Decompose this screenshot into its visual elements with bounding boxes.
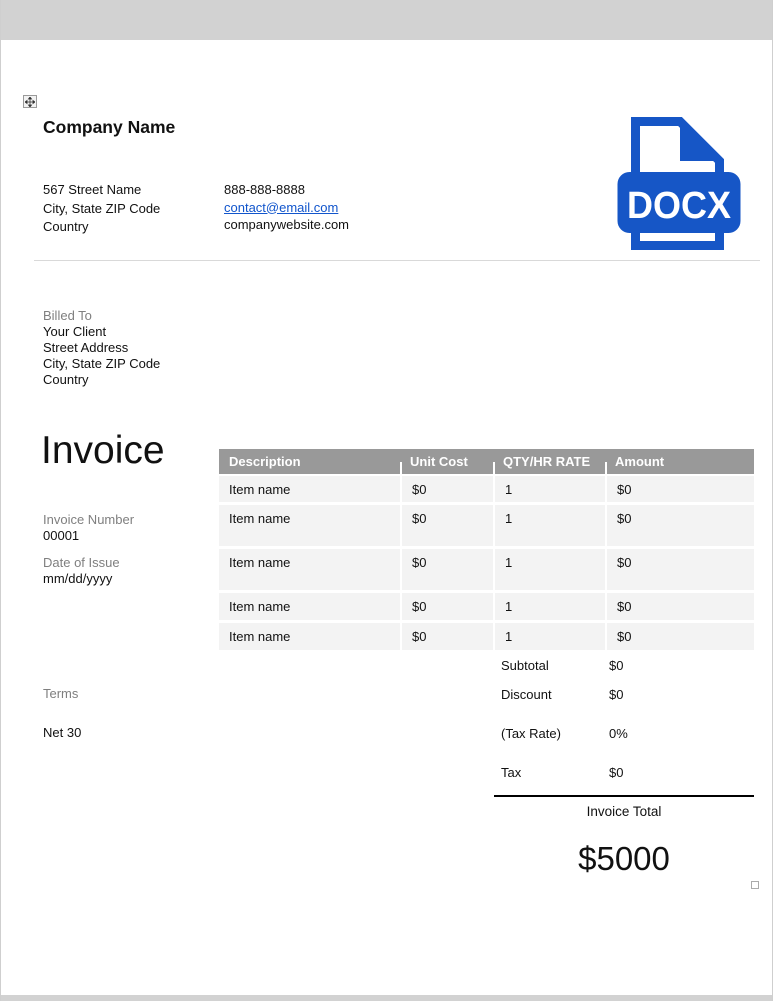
tax-rate-label: (Tax Rate) — [501, 726, 561, 741]
column-header-qty: QTY/HR RATE — [493, 449, 605, 474]
table-row — [219, 549, 754, 590]
invoice-total-rule — [494, 795, 754, 797]
cell-description: Item name — [229, 555, 291, 570]
cell-amount: $0 — [605, 476, 754, 502]
cell-description: Item name — [229, 599, 291, 614]
billed-to-line: Street Address — [43, 340, 129, 355]
date-of-issue-label: Date of Issue — [43, 555, 120, 570]
cell-unit-cost: $0 — [400, 505, 493, 546]
company-website: companywebsite.com — [224, 217, 349, 232]
column-header-unit-cost: Unit Cost — [400, 449, 493, 474]
top-margin-bar — [1, 0, 772, 40]
cell-qty: 1 — [493, 593, 605, 620]
column-header-description: Description — [229, 454, 301, 469]
cell-unit-cost: $0 — [400, 549, 493, 590]
cell-description: Item name — [229, 511, 291, 526]
table-row — [219, 505, 754, 546]
invoice-total-label: Invoice Total — [586, 804, 662, 819]
invoice-number-block — [43, 512, 134, 544]
cell-qty: 1 — [493, 623, 605, 650]
subtotal-label: Subtotal — [501, 658, 549, 673]
table-resize-handle[interactable] — [751, 881, 759, 889]
invoice-number-label: Invoice Number — [43, 512, 135, 527]
billed-to-label: Billed To — [43, 308, 92, 323]
billed-to-block — [43, 308, 160, 388]
tax-label: Tax — [501, 765, 522, 780]
billed-to-line: Country — [43, 372, 89, 387]
discount-label: Discount — [501, 687, 552, 702]
cell-qty: 1 — [493, 505, 605, 546]
cell-description: Item name — [229, 482, 291, 497]
docx-label: DOCX — [627, 185, 732, 227]
cell-amount: $0 — [605, 623, 754, 650]
column-header-amount: Amount — [605, 449, 754, 474]
table-header-row — [219, 449, 754, 474]
move-cross-icon — [25, 97, 35, 107]
address-line: 567 Street Name — [43, 182, 142, 197]
cell-description: Item name — [229, 629, 291, 644]
terms-value: Net 30 — [43, 725, 82, 740]
company-phone: 888-888-8888 — [224, 182, 305, 197]
docx-file-icon — [617, 114, 741, 253]
line-items-table — [219, 449, 754, 650]
cell-unit-cost: $0 — [400, 623, 493, 650]
address-line: Country — [43, 219, 89, 234]
bottom-margin-bar — [1, 995, 772, 1001]
cell-amount: $0 — [605, 505, 754, 546]
header-divider — [34, 260, 760, 261]
company-email-link[interactable]: contact@email.com — [224, 199, 339, 215]
cell-qty: 1 — [493, 476, 605, 502]
billed-to-line: City, State ZIP Code — [43, 356, 161, 371]
table-row — [219, 593, 754, 620]
cell-amount: $0 — [605, 549, 754, 590]
billed-to-line: Your Client — [43, 324, 107, 339]
terms-label: Terms — [43, 686, 79, 701]
company-address — [43, 181, 160, 237]
cell-amount: $0 — [605, 593, 754, 620]
table-row — [219, 476, 754, 502]
tax-value: $0 — [609, 765, 624, 780]
company-contact — [224, 181, 349, 234]
invoice-total-value: $5000 — [578, 840, 670, 877]
invoice-title: Invoice — [41, 429, 165, 472]
cell-unit-cost: $0 — [400, 476, 493, 502]
date-of-issue-value: mm/dd/yyyy — [43, 571, 113, 586]
tax-rate-value: 0% — [609, 726, 628, 741]
address-line: City, State ZIP Code — [43, 200, 161, 216]
company-name: Company Name — [43, 117, 176, 137]
date-of-issue-block — [43, 555, 120, 587]
cell-qty: 1 — [493, 549, 605, 590]
subtotal-value: $0 — [609, 658, 624, 673]
discount-value: $0 — [609, 687, 624, 702]
cell-unit-cost: $0 — [400, 593, 493, 620]
table-row — [219, 623, 754, 650]
invoice-number-value: 00001 — [43, 528, 80, 543]
table-move-handle-icon[interactable] — [23, 95, 37, 108]
